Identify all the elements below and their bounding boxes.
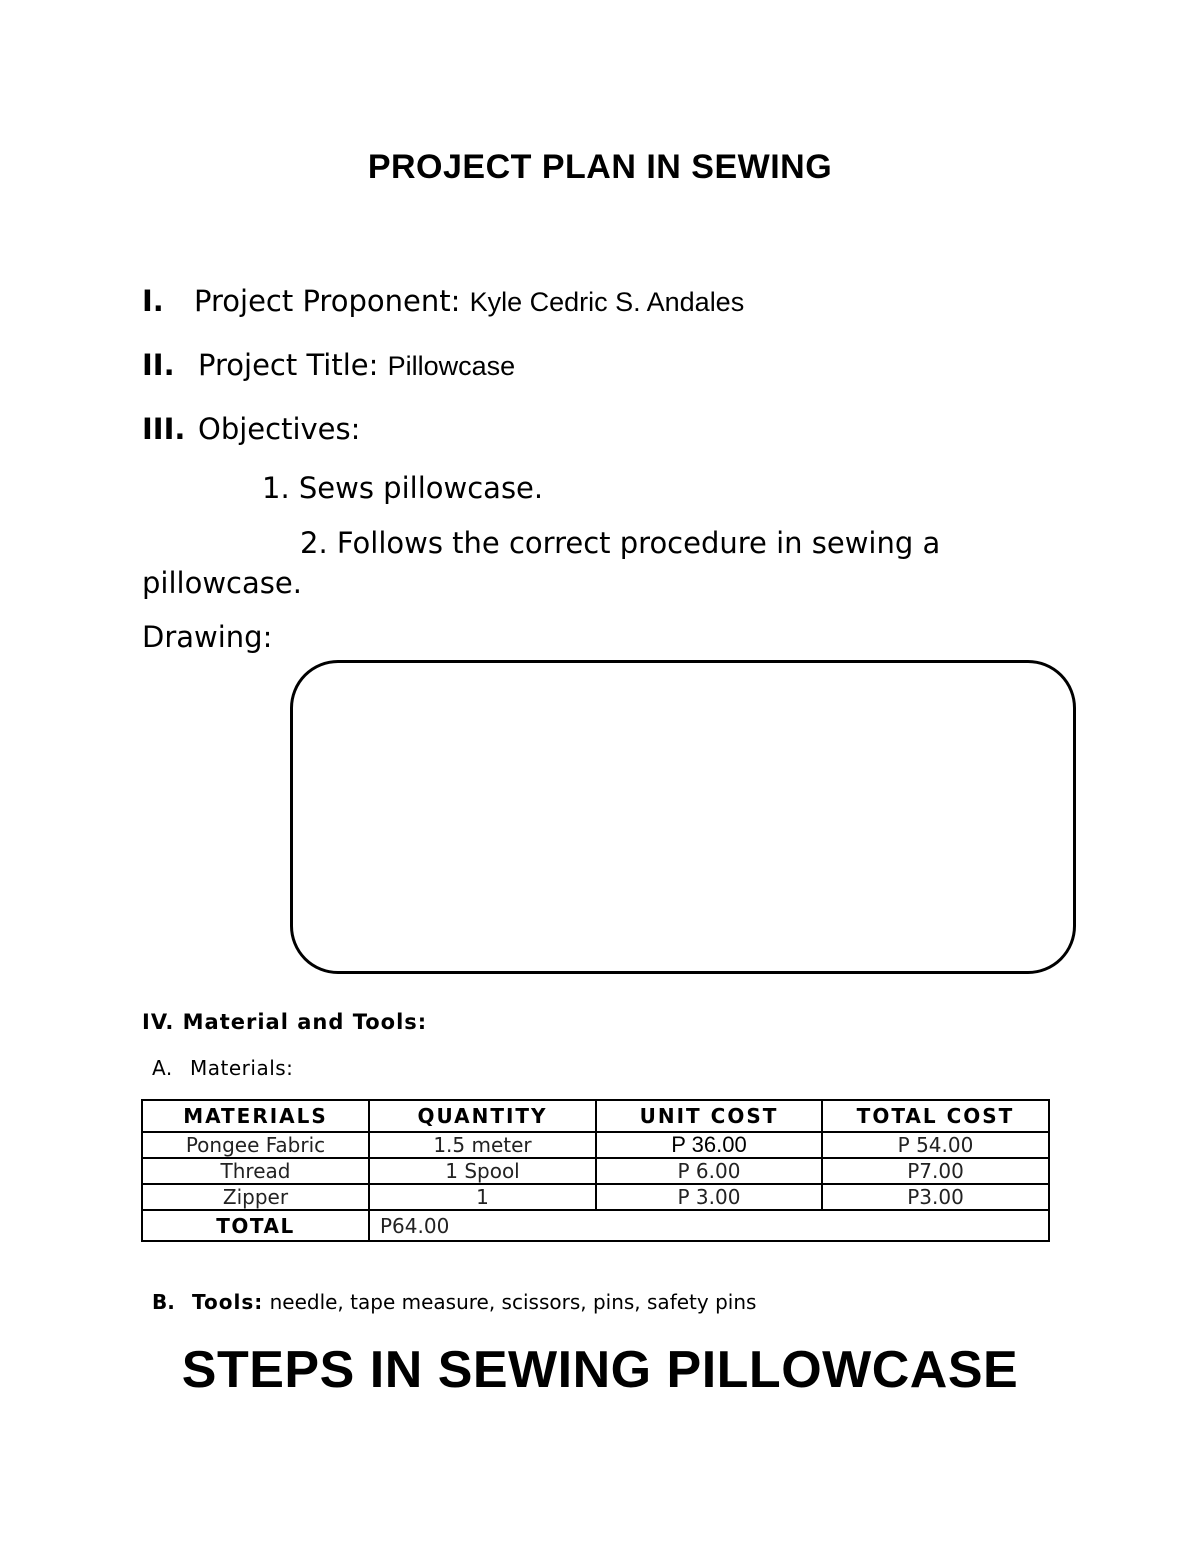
table-cell: P7.00	[822, 1158, 1049, 1184]
table-cell: P 6.00	[596, 1158, 822, 1184]
tools-letter: B.	[152, 1290, 175, 1314]
column-header: MATERIALS	[142, 1100, 369, 1132]
section-number: III.	[142, 412, 186, 446]
materials-letter: A.	[152, 1056, 173, 1080]
table-row	[142, 1184, 1049, 1210]
table-cell: Pongee Fabric	[142, 1132, 369, 1158]
column-header: UNIT COST	[596, 1100, 822, 1132]
table-cell: P 3.00	[596, 1184, 822, 1210]
section-proponent	[142, 284, 744, 318]
materials-subheading	[152, 1056, 293, 1080]
table-cell: 1	[369, 1184, 596, 1210]
column-header: TOTAL COST	[822, 1100, 1049, 1132]
total-label: TOTAL	[142, 1210, 369, 1241]
objective-item-1: 1. Sews pillowcase.	[262, 471, 544, 505]
table-cell: P3.00	[822, 1184, 1049, 1210]
materials-table	[141, 1099, 1050, 1242]
project-title-value: Pillowcase	[387, 351, 516, 381]
proponent-value: Kyle Cedric S. Andales	[469, 287, 745, 317]
drawing-box	[290, 660, 1076, 974]
table-cell: 1 Spool	[369, 1158, 596, 1184]
project-title-label: Project Title:	[198, 348, 379, 382]
tools-label: Tools:	[192, 1290, 264, 1314]
objective-item-2-continued: pillowcase.	[142, 566, 302, 600]
table-cell: Thread	[142, 1158, 369, 1184]
total-value: P64.00	[369, 1210, 1049, 1241]
section-number: I.	[142, 284, 164, 318]
tools-list: needle, tape measure, scissors, pins, safety pins	[269, 1290, 757, 1314]
materials-label: Materials:	[190, 1056, 294, 1080]
table-cell: P 54.00	[822, 1132, 1049, 1158]
table-cell: P 36.00	[596, 1132, 822, 1158]
drawing-label: Drawing:	[142, 620, 273, 654]
table-cell: Zipper	[142, 1184, 369, 1210]
objectives-label: Objectives:	[198, 412, 361, 446]
materials-tools-heading: IV. Material and Tools:	[142, 1010, 428, 1034]
section-number: II.	[142, 348, 175, 382]
section-objectives	[142, 412, 360, 446]
table-header-row	[142, 1100, 1049, 1132]
table-row	[142, 1132, 1049, 1158]
column-header: QUANTITY	[369, 1100, 596, 1132]
document-title: PROJECT PLAN IN SEWING	[367, 148, 833, 186]
proponent-label: Project Proponent:	[194, 284, 461, 318]
table-total-row	[142, 1210, 1049, 1241]
section-title	[142, 348, 515, 382]
steps-title: STEPS IN SEWING PILLOWCASE	[181, 1341, 1019, 1399]
tools-line	[152, 1290, 756, 1314]
objective-item-2: 2. Follows the correct procedure in sewing a	[300, 526, 941, 560]
table-cell: 1.5 meter	[369, 1132, 596, 1158]
table-row	[142, 1158, 1049, 1184]
